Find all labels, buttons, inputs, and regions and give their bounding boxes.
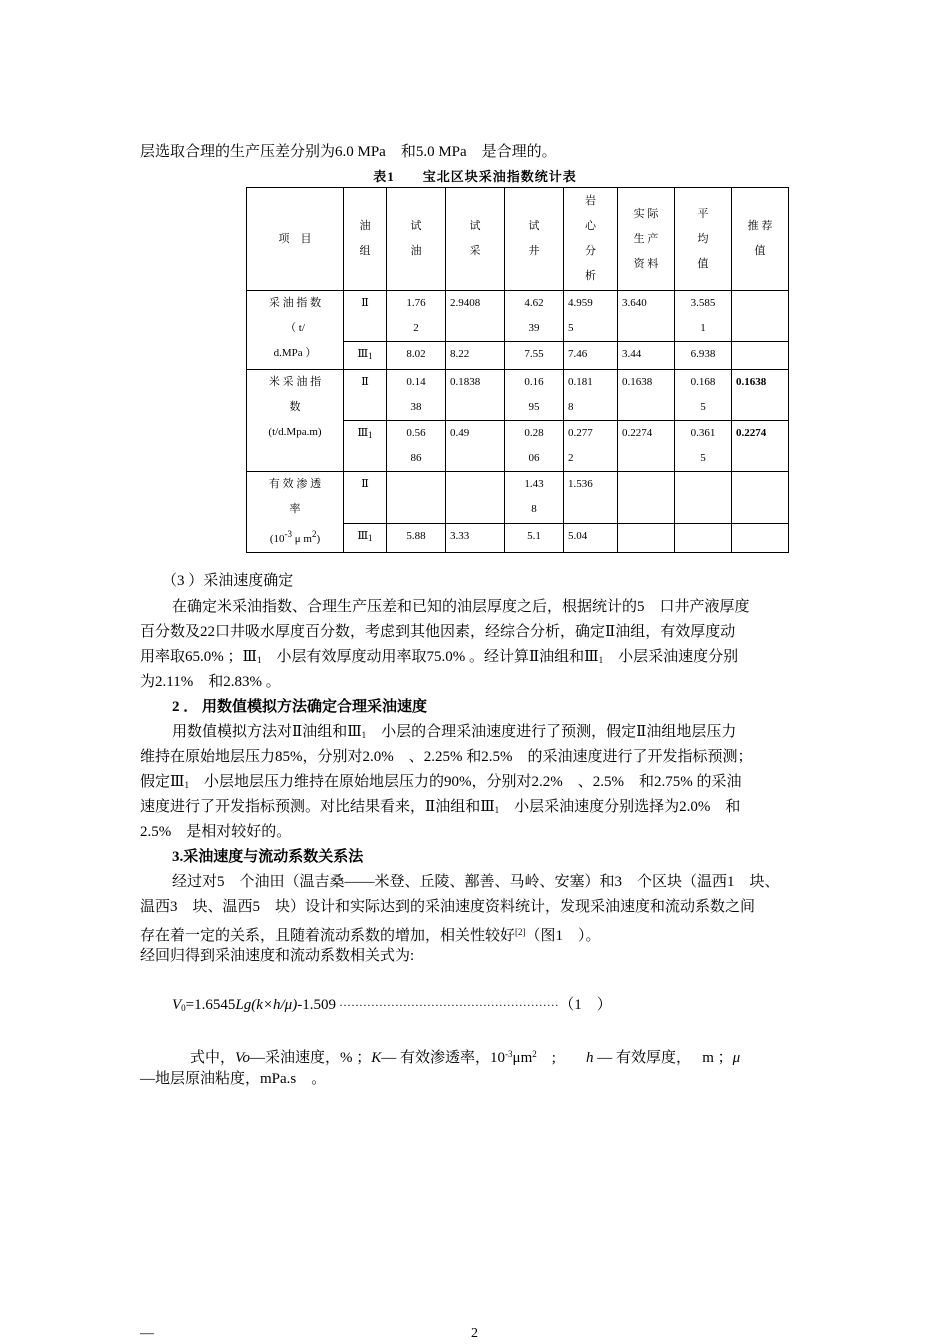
paragraph-line: 在确定米采油指数、合理生产压差和已知的油层厚度之后，根据统计的5 口井产液厚度 <box>172 599 750 615</box>
table-cell <box>387 291 446 342</box>
table-cell: 3.44 <box>618 342 675 370</box>
paragraph-line <box>140 922 601 946</box>
cell-value: 3.640 <box>622 297 647 309</box>
cell-value: 0.1838 <box>450 376 481 388</box>
row-label-text: 采 油 指 数 （ t/ d.MPa ） <box>268 297 322 359</box>
paragraph-line: 维持在原始地层压力85%，分别对2.0% 、2.25% 和2.5% 的采油速度进行了开发指标预测； <box>140 749 753 765</box>
paragraph-line <box>140 772 741 795</box>
cell-value: 0.16 95 <box>524 376 544 413</box>
header-group <box>344 188 387 291</box>
table-row <box>247 472 789 524</box>
text-run: 用数值模拟方法对Ⅱ油组和Ⅲ <box>172 724 362 740</box>
symbol-k: K <box>371 1050 382 1066</box>
table-row <box>247 370 789 421</box>
table-cell: 8.22 <box>446 342 505 370</box>
formula <box>172 995 612 1018</box>
text-run: 小层地层压力维持在原始地层压力的90%，分别对2.2% 、2.5% 和2.75% 的采油 <box>188 774 742 790</box>
paragraph-line: 2.5% 是相对较好的。 <box>140 824 292 840</box>
table-cell <box>618 524 675 553</box>
cell-group: Ⅱ <box>344 472 387 524</box>
symbol-h: h <box>585 1050 594 1066</box>
header-actual-text: 实 际 生 产 资 料 <box>633 207 659 270</box>
header-rec-text: 推 荐 值 <box>747 220 773 257</box>
cell-value: 4.62 39 <box>524 297 544 334</box>
table-cell: 7.46 <box>564 342 618 370</box>
cell-value: 0.1638 <box>622 376 653 388</box>
paragraph-line <box>140 797 740 820</box>
section-3-heading: （3 ）采油速度确定 <box>162 573 294 589</box>
cell-value: 4.959 5 <box>568 297 593 334</box>
table-cell <box>564 291 618 342</box>
header-rec <box>732 188 789 291</box>
table-cell <box>505 472 564 524</box>
text-run: 小层的合理采油速度进行了预测，假定Ⅱ油组地层压力 <box>366 724 737 740</box>
table-header-row <box>247 188 789 291</box>
table-cell <box>564 421 618 472</box>
where-line-1 <box>190 1044 740 1068</box>
text-run: — 有效厚度， m ； <box>593 1050 733 1066</box>
text-run: — 有效渗透率，10 <box>381 1050 506 1066</box>
paragraph-line <box>140 647 738 670</box>
cell-value: 1.43 8 <box>524 478 544 515</box>
cell-value: 0.1638 <box>736 376 767 388</box>
paragraph-line: 温西3 块、温西5 块）设计和实际达到的采油速度资料统计，发现采油速度和流动系数之间 <box>140 899 756 915</box>
formula-number: （1 ） <box>566 997 612 1013</box>
header-item: 项 目 <box>247 188 344 291</box>
header-group-text: 油 组 <box>359 220 371 257</box>
subscript: 1 <box>256 655 262 665</box>
text-run: μm <box>512 1050 533 1066</box>
header-test-prod <box>446 188 505 291</box>
cell-value: 0.181 8 <box>568 376 593 413</box>
cell-value: 0.277 2 <box>568 427 593 464</box>
paragraph-line: 为2.11% 和2.83% 。 <box>140 674 281 690</box>
table-cell: 8.02 <box>387 342 446 370</box>
table-cell <box>675 370 732 421</box>
subscript: 1 <box>598 655 604 665</box>
row-label-permeability <box>247 472 344 553</box>
table-cell <box>564 370 618 421</box>
subscript: 1 <box>494 805 500 815</box>
table-cell <box>732 342 789 370</box>
cell-group <box>344 421 387 472</box>
citation: [2] <box>515 927 526 937</box>
table-cell <box>732 291 789 342</box>
group-text: Ⅲ <box>357 427 369 439</box>
page-number: 2 <box>471 1326 478 1341</box>
header-test-well <box>505 188 564 291</box>
text-run: 小层采油速度分别 <box>603 649 739 665</box>
group-sub: 1 <box>368 533 373 544</box>
table-cell <box>446 472 505 524</box>
data-table <box>246 187 789 553</box>
unit-end: ) <box>316 533 321 545</box>
table-cell: 5.1 <box>505 524 564 553</box>
table-cell <box>387 370 446 421</box>
symbol-mu: μ <box>732 1050 741 1066</box>
group-text: Ⅲ <box>357 348 369 360</box>
formula-part: =1.6545 <box>185 997 236 1013</box>
table-cell <box>564 472 618 524</box>
footer-dash: — <box>140 1326 154 1341</box>
header-actual <box>618 188 675 291</box>
header-test-well-text: 试 井 <box>528 220 540 257</box>
table-cell <box>732 524 789 553</box>
symbol-vo: Vo <box>235 1050 251 1066</box>
text-run: （图1 ）。 <box>525 928 601 944</box>
cell-value: 2.9408 <box>450 297 481 309</box>
header-test-oil-text: 试 油 <box>410 220 422 257</box>
header-core <box>564 188 618 291</box>
cell-value: 1.76 2 <box>406 297 426 334</box>
table-cell: 5.04 <box>564 524 618 553</box>
cell-group: Ⅱ <box>344 370 387 421</box>
text-run: ; <box>536 1050 586 1066</box>
table-cell <box>446 370 505 421</box>
text-run: 用率取65.0% ；Ⅲ <box>140 649 257 665</box>
paragraph-line <box>172 722 736 745</box>
group-sub: 1 <box>368 430 373 440</box>
group-text: Ⅲ <box>357 530 369 543</box>
table-cell <box>675 524 732 553</box>
section-3-title: 3.采油速度与流动系数关系法 <box>172 849 364 865</box>
cell-value: 0.168 5 <box>690 376 716 413</box>
formula-lg: Lg(k×h/μ) <box>235 997 298 1013</box>
table-cell <box>618 421 675 472</box>
cell-value: 3.585 1 <box>690 297 716 334</box>
text-run: 存在着一定的关系，且随着流动系数的增加，相关性较好 <box>140 928 516 944</box>
formula-leader: ······················································· <box>335 998 559 1012</box>
unit-text: (10 <box>269 533 285 545</box>
table-cell <box>618 472 675 524</box>
table-cell <box>387 421 446 472</box>
cell-value: 0.2274 <box>622 427 653 439</box>
subscript: 1 <box>184 780 189 790</box>
group-sub: 1 <box>368 351 373 361</box>
table-cell: 7.55 <box>505 342 564 370</box>
text-run: 式中， <box>190 1050 236 1066</box>
paragraph-line: 经回归得到采油速度和流动系数相关式为: <box>140 948 415 964</box>
header-avg <box>675 188 732 291</box>
cell-value: 0.361 5 <box>690 427 716 464</box>
subscript: 1 <box>361 730 367 740</box>
unit-mid: μ m <box>292 533 312 545</box>
table-cell <box>675 291 732 342</box>
row-label-text: 米 采 油 指 数 (t/d.Mpa.m) <box>268 376 322 438</box>
table-cell <box>675 472 732 524</box>
text-run: 假定Ⅲ <box>140 774 185 790</box>
header-test-prod-text: 试 采 <box>469 220 481 257</box>
table-cell <box>732 370 789 421</box>
formula-sub: 0 <box>181 1003 186 1013</box>
table-caption: 表1 宝北区块采油指数统计表 <box>373 169 577 184</box>
row-label-meter-index <box>247 370 344 472</box>
text-run: 速度进行了开发指标预测。对比结果看来，Ⅱ油组和Ⅲ <box>140 799 495 815</box>
unit-sup: -3 <box>284 529 293 539</box>
cell-value: 0.14 38 <box>406 376 426 413</box>
cell-group <box>344 342 387 370</box>
cell-value: 0.56 86 <box>406 427 426 464</box>
superscript: -3 <box>505 1049 513 1059</box>
cell-value: 1.536 <box>568 478 593 490</box>
text-run: 小层有效厚度动用率取75.0% 。经计算Ⅱ油组和Ⅲ <box>261 649 599 665</box>
cell-value: 0.2274 <box>736 427 767 439</box>
cell-group: Ⅱ <box>344 291 387 342</box>
unit-sup2: 2 <box>311 529 317 539</box>
paragraph-line: 经过对5 个油田（温吉桑——米登、丘陵、鄯善、马岭、安塞）和3 个区块（温西1 块、 <box>172 874 780 890</box>
table-cell <box>618 291 675 342</box>
cell-group <box>344 524 387 553</box>
cell-value: 0.49 <box>450 427 470 439</box>
table-cell <box>446 421 505 472</box>
row-label-text: 有 效 渗 透 率 <box>268 478 322 515</box>
table-cell: 6.938 <box>675 342 732 370</box>
formula-part: -1.509 <box>297 997 336 1013</box>
table-cell <box>732 421 789 472</box>
intro-line: 层选取合理的生产压差分别为6.0 MPa 和5.0 MPa 是合理的。 <box>140 144 557 160</box>
section-2-heading: 2 ． 用数值模拟方法确定合理采油速度 <box>172 699 428 715</box>
table-cell <box>387 472 446 524</box>
text-run: 小层采油速度分别选择为2.0% 和 <box>499 799 741 815</box>
cell-value: 0.28 06 <box>524 427 544 464</box>
table-cell <box>505 421 564 472</box>
table-cell: 5.88 <box>387 524 446 553</box>
table-cell <box>675 421 732 472</box>
table-cell: 3.33 <box>446 524 505 553</box>
row-label-prod-index <box>247 291 344 370</box>
formula-v: V <box>172 997 182 1013</box>
table-cell <box>446 291 505 342</box>
header-core-text: 岩 心 分 析 <box>585 195 596 282</box>
table-cell <box>505 291 564 342</box>
where-line-2: —地层原油粘度，mPa.s 。 <box>140 1071 327 1087</box>
table-cell <box>505 370 564 421</box>
header-avg-text: 平 均 值 <box>697 207 709 270</box>
text-run: —采油速度，% ； <box>250 1050 372 1066</box>
table-row <box>247 291 789 342</box>
paragraph-line: 百分数及22口井吸水厚度百分数，考虑到其他因素，经综合分析，确定Ⅱ油组，有效厚度动 <box>140 624 736 640</box>
superscript: 2 <box>532 1049 537 1059</box>
header-test-oil <box>387 188 446 291</box>
table-cell <box>618 370 675 421</box>
table-cell <box>732 472 789 524</box>
